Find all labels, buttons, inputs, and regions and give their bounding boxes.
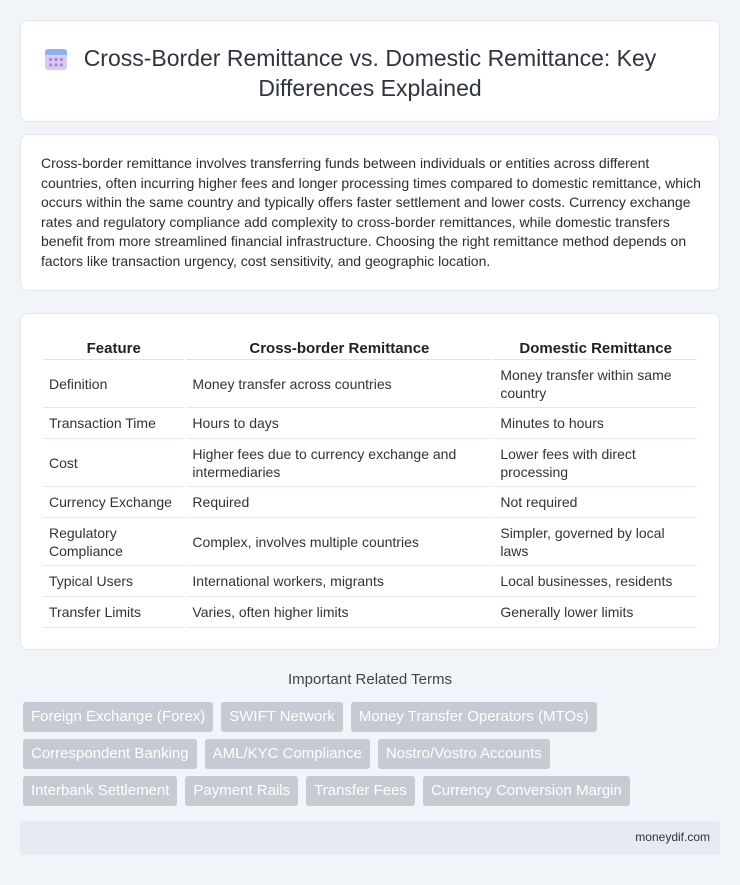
feature-cell: Transaction Time [43,408,184,439]
cross-border-cell: International workers, migrants [186,566,492,597]
table-row [43,487,697,518]
comparison-card [20,313,720,650]
comparison-table [41,332,699,628]
header-feature: Feature [43,332,184,360]
feature-cell: Regulatory Compliance [43,518,184,566]
feature-cell: Definition [43,360,184,408]
header-cross-border: Cross-border Remittance [186,332,492,360]
table-row [43,597,697,628]
domestic-cell: Generally lower limits [494,597,697,628]
summary-text: Cross-border remittance involves transferring funds between individuals or entities across different countries, often incurring higher fees and longer processing times compared to domestic remittance, which occurs within the same country and typically offers faster settlement and lower costs. Currency exchange rates and regulatory compliance add complexity to cross-border remittances, while domestic transfers benefit from more streamlined financial infrastructure. Choosing the right remittance method depends on factors like transaction urgency, cost sensitivity, and geographic location. [41,155,701,269]
cross-border-cell: Complex, involves multiple countries [186,518,492,566]
table-row [43,408,697,439]
cross-border-cell: Varies, often higher limits [186,597,492,628]
feature-cell: Transfer Limits [43,597,184,628]
related-term-tag[interactable]: Foreign Exchange (Forex) [23,702,213,732]
domestic-cell: Minutes to hours [494,408,697,439]
table-row [43,360,697,408]
domestic-cell: Local businesses, residents [494,566,697,597]
page-title: Cross-Border Remittance vs. Domestic Remittance: Key Differences Explained [83,45,657,101]
footer [20,821,720,855]
table-row [43,518,697,566]
related-term-tag[interactable]: Nostro/Vostro Accounts [378,739,550,769]
related-term-tag[interactable]: Correspondent Banking [23,739,197,769]
table-row [43,566,697,597]
related-terms-list [23,702,723,813]
related-term-tag[interactable]: Currency Conversion Margin [423,776,630,806]
table-header-row [43,332,697,360]
domestic-cell: Money transfer within same country [494,360,697,408]
cross-border-cell: Hours to days [186,408,492,439]
feature-cell: Cost [43,439,184,487]
feature-cell: Currency Exchange [43,487,184,518]
footer-site-link[interactable]: moneydif.com [635,830,710,844]
related-term-tag[interactable]: Transfer Fees [306,776,415,806]
summary-card [20,134,720,291]
domestic-cell: Not required [494,487,697,518]
feature-cell: Typical Users [43,566,184,597]
related-term-tag[interactable]: SWIFT Network [221,702,343,732]
cross-border-cell: Money transfer across countries [186,360,492,408]
related-term-tag[interactable]: Payment Rails [185,776,298,806]
domestic-cell: Simpler, governed by local laws [494,518,697,566]
domestic-cell: Lower fees with direct processing [494,439,697,487]
cross-border-cell: Higher fees due to currency exchange and intermediaries [186,439,492,487]
table-row [43,439,697,487]
title-card [20,20,720,122]
related-term-tag[interactable]: Money Transfer Operators (MTOs) [351,702,597,732]
related-terms-title: Important Related Terms [288,671,452,688]
related-term-tag[interactable]: Interbank Settlement [23,776,177,806]
cross-border-cell: Required [186,487,492,518]
header-domestic: Domestic Remittance [494,332,697,360]
related-term-tag[interactable]: AML/KYC Compliance [205,739,370,769]
